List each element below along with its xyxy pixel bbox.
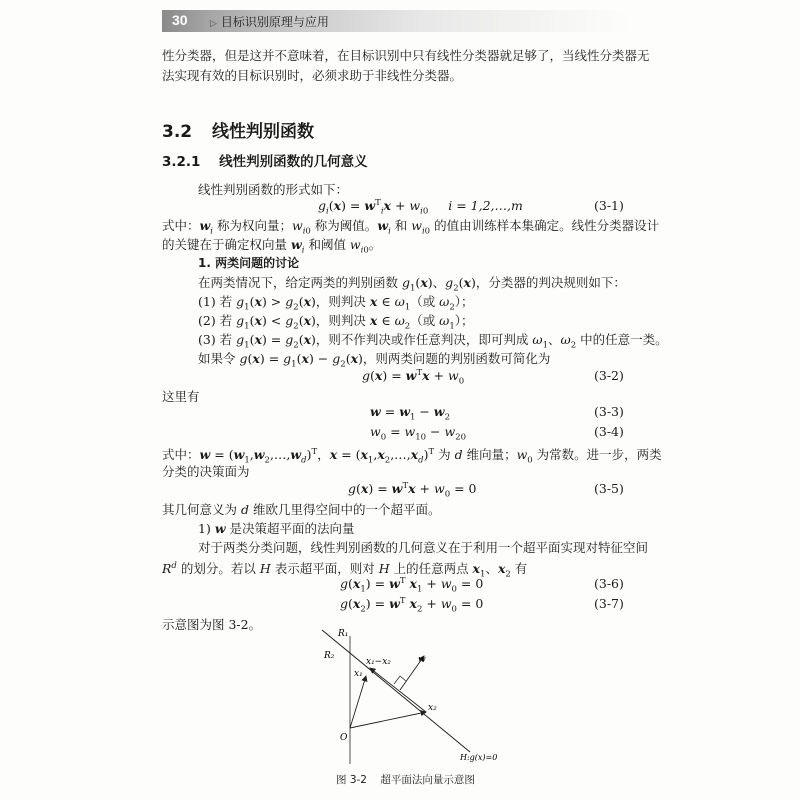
- hyperplane-normal-figure: [300, 618, 520, 768]
- text-fragment: (2) 若: [198, 313, 237, 328]
- equation-3-5: $g(x) = w^Tx + w_0 = 0$: [348, 481, 477, 500]
- text-fragment: （或: [410, 294, 440, 309]
- rule-1: (1) 若 $g_1(x) > g_2(x)$，则判决 x ∈ $\omega_1$（或 $\omega_2$）；: [198, 294, 474, 313]
- equation-number-3-1: (3-1): [594, 198, 624, 213]
- text-fragment: 表示超平面，则对: [270, 561, 379, 577]
- geometry-text: 其几何意义为 d 维欧几里得空间中的一个超平面。: [162, 502, 441, 517]
- index-range: i = 1,2,…,m: [448, 198, 523, 214]
- equation-number-3-4: (3-4): [594, 424, 624, 439]
- simplify-text: 如果令 $g(x) = g_1(x) - g_2(x)$，则两类问题的判别函数可简化为: [198, 351, 551, 370]
- text-fragment: 、: [432, 275, 446, 290]
- text-fragment: 的关键在于确定权向量: [162, 237, 291, 252]
- text-fragment: 式中：: [162, 447, 200, 463]
- text-fragment: 中的任意一类。: [576, 332, 668, 347]
- text-fragment: 和阈值: [304, 237, 350, 252]
- text-fragment: ，则两类问题的判别函数可简化为: [362, 351, 551, 366]
- intro-line-1: 性分类器，但是这并不意味着，在目标识别中只有线性分类器就足够了，当线性分类器无: [162, 48, 650, 63]
- equation-3-4: $w_0 = w_{10} - w_{20}$: [370, 424, 467, 443]
- label-R2: R₂: [324, 651, 335, 661]
- where-text: 式中：$w = (w_1,w_2,\dots,w_d)^T$，$x = (x_1,x_2,\dots,x_d)^T$ 为 d 维向量；$w_0$ 为常数。进一步，两类: [162, 447, 662, 466]
- vector-x1: [350, 676, 366, 728]
- text-fragment: 式中：: [162, 218, 200, 233]
- text-fragment: 为常数。进一步，两类: [532, 447, 662, 463]
- text-fragment: ）；: [454, 294, 474, 309]
- equation-3-7: $g(x_2) = w^T$ $x_2 + w_0 = 0$: [340, 596, 484, 615]
- section-number: 3.2: [162, 122, 193, 142]
- label-origin: O: [340, 733, 348, 743]
- subsection-heading: [162, 150, 368, 170]
- equation-3-1: $g_i(x) = w^T_ix + w_{i0}$ i = 1,2,…,m: [318, 198, 523, 217]
- right-angle-mark: [394, 676, 406, 684]
- text-fragment: 维欧几里得空间中的一个超平面。: [249, 502, 441, 517]
- weight-definition-line-1: 式中：$w_i$ 称为权向量；$w_{i0}$ 称为阈值。$w_i$ 和 $w_{i0}$ 的值由训练样本集确定。线性分类器设计: [162, 218, 660, 237]
- text-fragment: ，则判决: [315, 313, 370, 328]
- text-fragment: 称为阈值。: [310, 218, 378, 233]
- text-fragment: ，则判决: [315, 294, 370, 309]
- equation-number-3-2: (3-2): [594, 368, 624, 383]
- text-fragment: 、: [485, 561, 498, 577]
- sub-item-1: 1) w 是决策超平面的法向量: [198, 521, 355, 536]
- text-fragment: 和: [390, 218, 412, 233]
- text-fragment: 的值由训练样本集确定。线性分类器设计: [430, 218, 660, 233]
- text-fragment: 1): [198, 521, 215, 536]
- section-heading: [162, 117, 314, 142]
- weight-definition-line-2: 的关键在于确定权向量 $w_i$ 和阈值 $w_{i0}$。: [162, 237, 382, 256]
- label-x1-minus-x2: x₁−x₂: [366, 657, 391, 667]
- text-fragment: 有: [510, 561, 528, 577]
- paragraph-line-2: $R^d$ 的划分。若以 H 表示超平面，则对 H 上的任意两点 $x_1$、$x_2$ 有: [162, 561, 528, 580]
- equation-number-3-5: (3-5): [594, 481, 624, 496]
- subsection-title: 线性判别函数的几何意义: [219, 154, 368, 170]
- equation-3-2: $g(x) = w^Tx + w_0$: [362, 368, 465, 387]
- text-fragment: (1) 若: [198, 294, 237, 309]
- running-title-text: 目标识别原理与应用: [220, 15, 329, 29]
- label-hyperplane: H:g(x)=0: [460, 753, 498, 762]
- text-fragment: ）；: [454, 313, 474, 328]
- text-fragment: (3) 若: [198, 332, 237, 347]
- section-title: 线性判别函数: [212, 122, 315, 142]
- figure-reference: 示意图为图 3-2。: [162, 617, 262, 632]
- form-intro: 线性判别函数的形式如下：: [198, 182, 349, 197]
- text-fragment: 、: [548, 332, 561, 347]
- rule-2: (2) 若 $g_1(x) < g_2(x)$，则判决 x ∈ $\omega_2$（或 $\omega_1$）；: [198, 313, 474, 332]
- equation-number-3-6: (3-6): [594, 576, 624, 591]
- text-fragment: 称为权向量；: [213, 218, 292, 233]
- rule-3: (3) 若 $g_1(x) = g_2(x)$，则不作判决或作任意判决，即可判成 $\omega_1$、$\omega_2$ 中的任意一类。: [198, 332, 668, 351]
- text-fragment: 其几何意义为: [162, 502, 241, 517]
- equation-number-3-3: (3-3): [594, 404, 624, 419]
- label-x1: x₁: [354, 669, 363, 679]
- text-fragment: 上的任意两点: [389, 561, 473, 577]
- intro-line-2: 法实现有效的目标识别时，必须求助于非线性分类器。: [162, 68, 463, 83]
- text-fragment: 。: [368, 237, 382, 252]
- text-fragment: （或: [410, 313, 440, 328]
- here-text: 这里有: [162, 389, 200, 404]
- text-fragment: ，: [317, 447, 330, 463]
- triangle-marker-icon: ▷: [210, 19, 217, 29]
- vector-x2: [350, 712, 426, 728]
- text-fragment: 如果令: [198, 351, 240, 366]
- caption-text: 超平面法向量示意图: [380, 774, 475, 786]
- label-x2: x₂: [428, 703, 437, 713]
- label-R1: R₁: [338, 629, 349, 639]
- two-class-intro: 在两类情况下，给定两类的判别函数 $g_1(x)$、$g_2(x)$，分类器的判决规则如下：: [198, 275, 626, 294]
- text-fragment: 为: [434, 447, 455, 463]
- paragraph-line-1: 对于两类分类问题，线性判别函数的几何意义在于利用一个超平面实现对特征空间: [198, 540, 649, 555]
- label-w: w: [418, 655, 426, 665]
- equation-3-3: $w = w_1 - w_2$: [370, 404, 450, 423]
- subsection-number: 3.2.1: [162, 154, 201, 170]
- item-1-title: 1. 两类问题的讨论: [198, 256, 300, 270]
- running-title: [210, 13, 329, 30]
- text-fragment: ，则不作判决或作任意判决，即可判成: [315, 332, 533, 347]
- text-fragment: 的划分。若以: [176, 561, 260, 577]
- boundary-text: 分类的决策面为: [162, 464, 250, 479]
- vector-x1-minus-x2: [370, 668, 426, 712]
- text-fragment: 是决策超平面的法向量: [225, 521, 355, 536]
- text-fragment: 在两类情况下，给定两类的判别函数: [198, 275, 402, 290]
- equation-3-6: $g(x_1) = w^T$ $x_1 + w_0 = 0$: [340, 576, 484, 595]
- text-fragment: 维向量；: [462, 447, 517, 463]
- caption-number: 图 3-2: [336, 774, 367, 786]
- text-fragment: ，分类器的判决规则如下：: [475, 275, 626, 290]
- equation-number-3-7: (3-7): [594, 596, 624, 611]
- page-number: 30: [172, 12, 188, 28]
- figure-caption: [336, 772, 475, 787]
